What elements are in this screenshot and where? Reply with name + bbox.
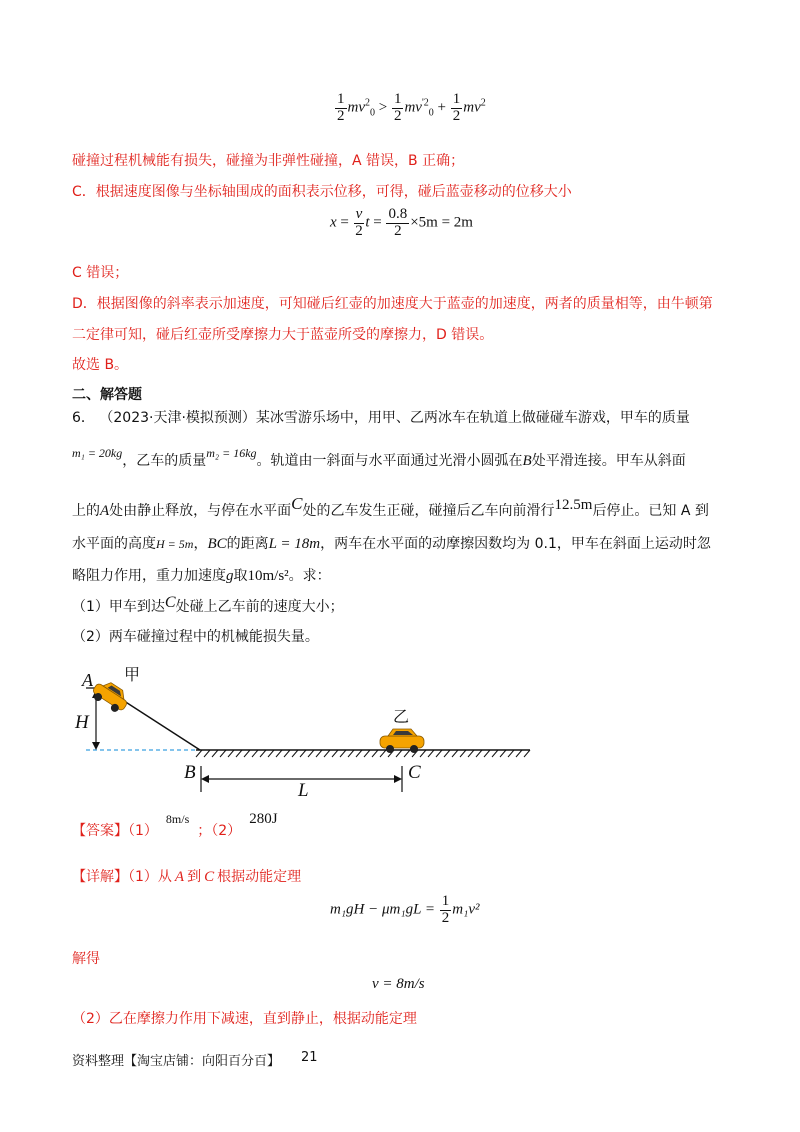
- answer-line: 【答案】（1）8m/s；（2）280J: [72, 811, 278, 839]
- h-arrow-bottom: [92, 742, 100, 750]
- label-c: C: [408, 762, 421, 783]
- detail-tag: 【详解】: [72, 869, 128, 885]
- solution-line-1: 碰撞过程机械能有损失，碰撞为非弹性碰撞，A 错误，B 正确；: [72, 153, 465, 169]
- energy-theorem-equation: m₁gH − μm₁gL = $\frac{1}{2}$ m₁v²: [330, 893, 480, 926]
- problem-line-4: 水平面的高度H = 5m，BC的距离L = 18m，两车在水平面的动摩擦因数均为 0.1，甲车在斜面上运动时忽: [72, 536, 711, 552]
- detail-line-1: 【详解】（1）从 A 到 C 根据动能定理: [72, 869, 302, 885]
- label-a: A: [82, 670, 93, 690]
- solve-label: 解得: [72, 951, 100, 967]
- label-l: L: [298, 780, 309, 800]
- question-2: （2）两车碰撞过程中的机械能损失量。: [72, 629, 319, 645]
- ground-hatch: [196, 750, 530, 757]
- problem-number: 6．: [72, 410, 95, 426]
- result-equation: v = 8m/s: [372, 976, 425, 992]
- label-b: B: [184, 762, 196, 783]
- solution-line-3: C 错误；: [72, 265, 129, 281]
- label-jia: 甲: [124, 665, 141, 684]
- section-title: 二、解答题: [72, 387, 142, 403]
- detail-line-2: （2）乙在摩擦力作用下减速，直到静止，根据动能定理: [72, 1011, 417, 1027]
- page-number: 21: [301, 1050, 318, 1065]
- solution-line-2: C．根据速度图像与坐标轴围成的面积表示位移，可得，碰后蓝壶移动的位移大小: [72, 184, 572, 200]
- footer-source: 资料整理【淘宝店铺：向阳百分百】: [72, 1054, 281, 1069]
- problem-line-2: m₁ = 20kg，乙车的质量m₂ = 16kg。轨道由一斜面与水平面通过光滑小圆弧在B处平滑连接。甲车从斜面: [72, 446, 686, 469]
- solution-line-5: 二定律可知，碰后红壶所受摩擦力大于蓝壶所受的摩擦力，D 错误。: [72, 327, 494, 343]
- problem-line-1: 6． （2023·天津·模拟预测）某冰雪游乐场中，用甲、乙两冰车在轨道上做碰碰车游戏，甲车的质量: [72, 410, 690, 426]
- answer-tag: 【答案】: [72, 823, 128, 839]
- solution-line-6: 故选 B。: [72, 357, 129, 373]
- problem-line-5: 略阻力作用，重力加速度g取10m/s²。求：: [72, 568, 331, 584]
- solution-line-4: D．根据图像的斜率表示加速度，可知碰后红壶的加速度大于蓝壶的加速度，两者的质量相等，由牛顿第: [72, 296, 713, 312]
- label-h: H: [75, 712, 89, 733]
- energy-inequality: $\frac{1}{2}$ $mv^2_0$ > $\frac{1}{2}$ $mv^{'2}_0$ + $\frac{1}{2}$ $mv^2$: [337, 91, 486, 124]
- question-1: （1）甲车到达C处碰上乙车前的速度大小；: [72, 594, 344, 615]
- incline-diagram: [0, 660, 800, 800]
- label-yi: 乙: [393, 707, 410, 726]
- problem-line-3: 上的A处由静止释放，与停在水平面C处的乙车发生正碰，碰撞后乙车向前滑行12.5m后停止。已知 A 到: [72, 494, 709, 519]
- displacement-equation: x = $\frac{v}{2}$ t = $\frac{0.8}{2}$ ×5m = 2m: [330, 206, 473, 239]
